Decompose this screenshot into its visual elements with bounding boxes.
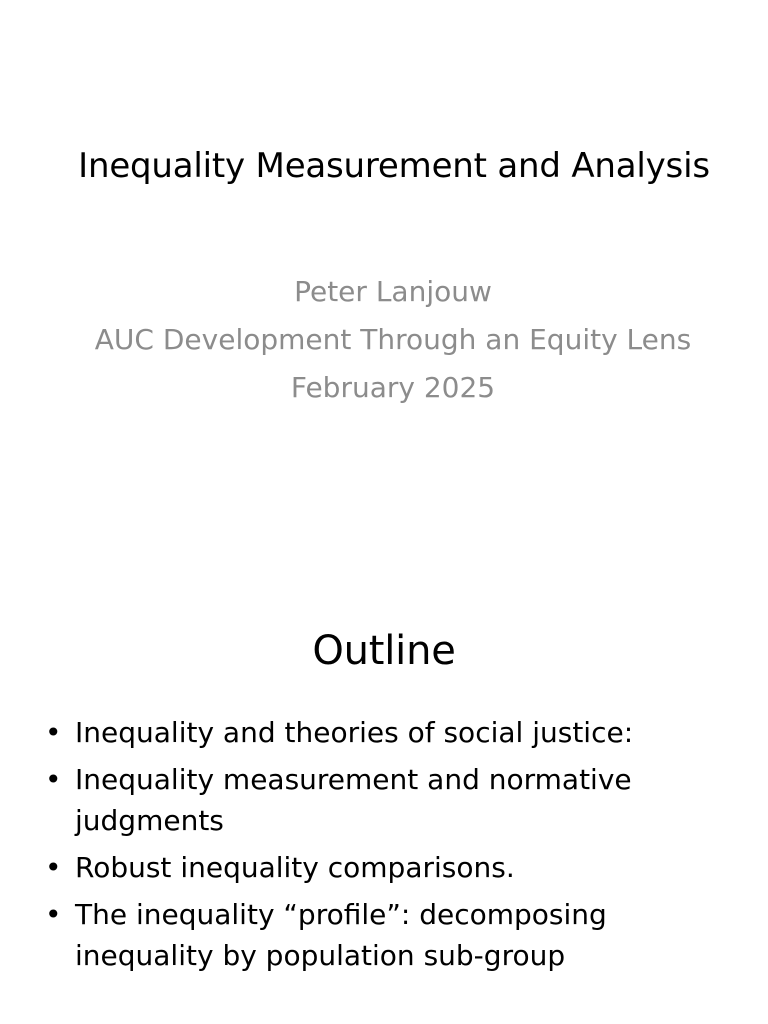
outline-list (45, 712, 665, 982)
author-name: Peter Lanjouw (294, 275, 492, 308)
subtitle-block (0, 268, 768, 412)
bullet-icon: • (45, 851, 62, 884)
list-item (45, 759, 665, 841)
course-name: AUC Development Through an Equity Lens (94, 323, 692, 356)
list-item (45, 894, 665, 976)
outline-title: Outline (312, 628, 456, 674)
presentation-date: February 2025 (290, 371, 496, 404)
list-item (45, 847, 665, 888)
list-item-text: The inequality “profile”: decomposing inequality by population sub-group (75, 898, 607, 972)
list-item-text: Inequality and theories of social justice: (75, 716, 634, 749)
bullet-icon: • (45, 763, 62, 796)
list-item (45, 712, 665, 753)
bullet-icon: • (45, 898, 62, 931)
outline-slide (0, 512, 768, 1024)
list-item-text: Robust inequality comparisons. (75, 851, 515, 884)
bullet-icon: • (45, 716, 62, 749)
presentation-title: Inequality Measurement and Analysis (78, 146, 710, 186)
list-item-text: Inequality measurement and normative judgments (75, 763, 632, 837)
